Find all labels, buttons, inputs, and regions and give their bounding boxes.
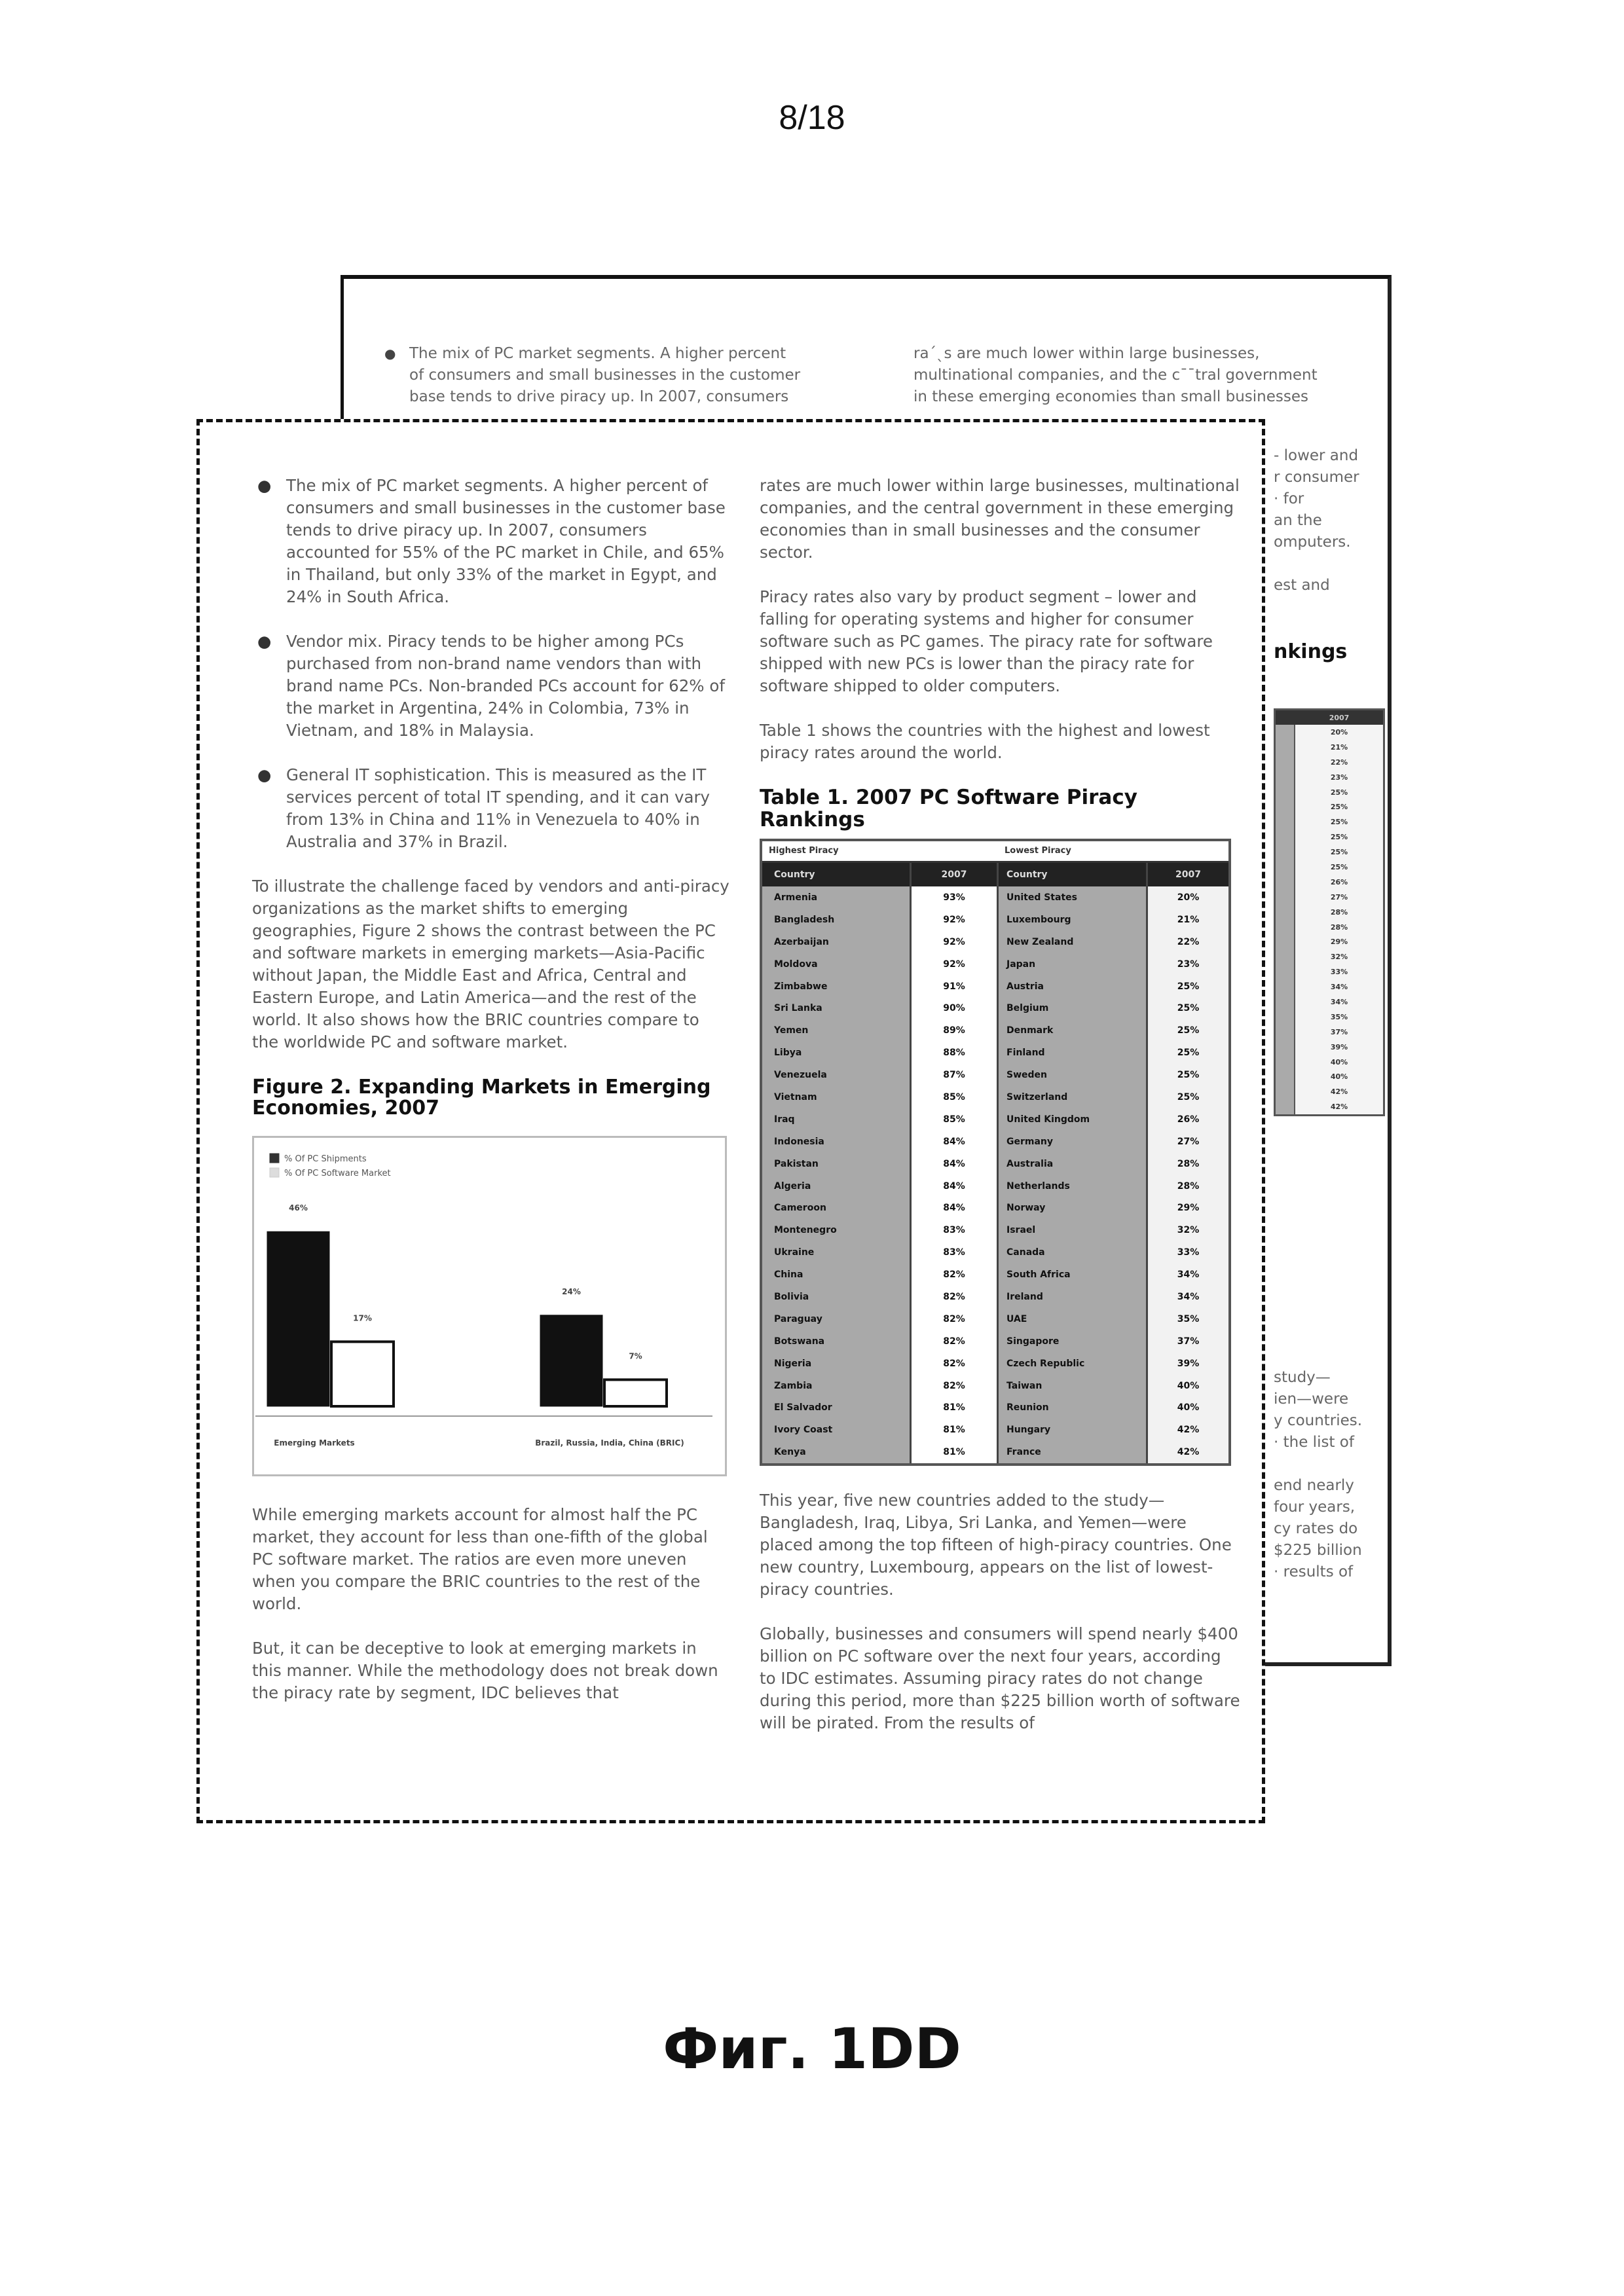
strip-rate-cell: 34% xyxy=(1295,979,1383,994)
high-piracy-country: Bangladesh xyxy=(762,909,912,931)
high-piracy-rate: 81% xyxy=(912,1396,999,1419)
high-piracy-country: Vietnam xyxy=(762,1086,912,1108)
header-year-low: 2007 xyxy=(1148,863,1228,886)
strip-country-cell xyxy=(1276,860,1295,875)
strip-country-cell xyxy=(1276,1010,1295,1025)
strip-rate-cell: 42% xyxy=(1295,1084,1383,1099)
low-piracy-rate: 34% xyxy=(1148,1286,1228,1308)
figure-title: Figure 2. Expanding Markets in Emerging Economies, 2007 xyxy=(252,1076,711,1120)
strip-country-cell xyxy=(1276,725,1295,740)
table-row xyxy=(762,1353,1228,1375)
paragraph: But, it can be deceptive to look at emerging markets in this manner. While the methodology does not break down the piracy rate by segment, IDC believes that xyxy=(252,1639,718,1702)
high-piracy-country: Indonesia xyxy=(762,1131,912,1153)
table-row xyxy=(762,1330,1228,1353)
low-piracy-rate: 25% xyxy=(1148,1064,1228,1086)
front-page xyxy=(196,419,1265,1823)
caption-highest-piracy: Highest Piracy xyxy=(769,846,839,856)
table-title: Table 1. 2007 PC Software Piracy Rankings xyxy=(760,786,1137,831)
high-piracy-rate: 88% xyxy=(912,1042,999,1064)
text-line: $225 billion xyxy=(1274,1542,1362,1559)
low-piracy-rate: 25% xyxy=(1148,1086,1228,1108)
paragraph: This year, five new countries added to the study—Bangladesh, Iraq, Libya, Sri Lanka, and Yemen—were placed among the top fifteen of high-piracy countries. One new country, Luxembourg, appears on the list of lowest-piracy countries. xyxy=(760,1491,1232,1599)
high-piracy-country: Moldova xyxy=(762,953,912,975)
high-piracy-rate: 85% xyxy=(912,1108,999,1131)
high-piracy-country: Ukraine xyxy=(762,1241,912,1264)
bullet-text: The mix of PC market segments. A higher percent of consumers and small businesses in the customer base tends to drive piracy up. In 2007, consumers accounted for 55% of the PC market in Chile, and 65% in Thailand, but only 33% of the market in Egypt, and 24% in South Africa. xyxy=(286,476,726,606)
text-line: in these emerging economies than small businesses xyxy=(913,388,1308,405)
strip-rate-cell: 25% xyxy=(1295,845,1383,860)
strip-country-cell xyxy=(1276,1069,1295,1084)
strip-table-row xyxy=(1276,979,1383,994)
text-line: four years, xyxy=(1274,1499,1356,1516)
header-year-high: 2007 xyxy=(912,863,999,886)
high-piracy-country: Zimbabwe xyxy=(762,975,912,998)
left-column xyxy=(252,475,730,1726)
low-piracy-rate: 25% xyxy=(1148,997,1228,1019)
figure-caption: Фиг. 1DD xyxy=(663,2016,961,2082)
strip-rate-cell: 25% xyxy=(1295,799,1383,814)
high-piracy-rate: 82% xyxy=(912,1264,999,1286)
table-row xyxy=(762,1086,1228,1108)
text-line: study— xyxy=(1274,1369,1331,1386)
strip-rate-cell: 22% xyxy=(1295,755,1383,770)
low-piracy-country: Israel xyxy=(999,1219,1148,1241)
bar xyxy=(540,1315,602,1406)
strip-table-row xyxy=(1276,860,1383,875)
back-page-top-left-text xyxy=(384,343,801,408)
low-piracy-rate: 35% xyxy=(1148,1308,1228,1330)
dashed-border-right xyxy=(1262,419,1265,1823)
text-line: y countries. xyxy=(1274,1412,1363,1429)
high-piracy-country: Zambia xyxy=(762,1375,912,1397)
data-label: 17% xyxy=(353,1313,372,1323)
strip-rate-cell: 42% xyxy=(1295,1099,1383,1114)
text-line: ien—were xyxy=(1274,1391,1349,1408)
table-row xyxy=(762,953,1228,975)
text-line xyxy=(1274,1453,1362,1475)
dashed-border-bottom xyxy=(196,1820,1265,1823)
strip-table-row xyxy=(1276,814,1383,829)
strip-rate-cell: 25% xyxy=(1295,814,1383,829)
low-piracy-country: Netherlands xyxy=(999,1175,1148,1197)
low-piracy-rate: 37% xyxy=(1148,1330,1228,1353)
low-piracy-country: Canada xyxy=(999,1241,1148,1264)
high-piracy-rate: 81% xyxy=(912,1441,999,1463)
strip-table-row xyxy=(1276,964,1383,979)
legend-label: % Of PC Software Market xyxy=(284,1169,391,1178)
strip-table-row xyxy=(1276,1010,1383,1025)
high-piracy-rate: 92% xyxy=(912,931,999,953)
paragraph: While emerging markets account for almost half the PC market, they account for less than one-fifth of the global PC software market. The ratios are even more uneven when you compare the BRIC countries to the rest of the world. xyxy=(252,1505,708,1613)
bar-chart xyxy=(252,1136,727,1476)
table-row xyxy=(762,1153,1228,1175)
table-row xyxy=(762,1064,1228,1086)
text-line: omputers. xyxy=(1274,534,1351,551)
low-piracy-rate: 32% xyxy=(1148,1219,1228,1241)
strip-rate-cell: 28% xyxy=(1295,905,1383,920)
high-piracy-rate: 84% xyxy=(912,1197,999,1219)
page-number: 8/18 xyxy=(779,99,845,137)
high-piracy-rate: 82% xyxy=(912,1330,999,1353)
right-column xyxy=(760,475,1241,1757)
table-row xyxy=(762,931,1228,953)
text-line: · results of xyxy=(1274,1563,1354,1580)
low-piracy-rate: 20% xyxy=(1148,886,1228,909)
strip-table-row xyxy=(1276,845,1383,860)
high-piracy-country: El Salvador xyxy=(762,1396,912,1419)
bullet-item xyxy=(252,630,730,742)
bar xyxy=(604,1379,667,1406)
low-piracy-rate: 27% xyxy=(1148,1131,1228,1153)
back-page-top-right-text xyxy=(913,343,1318,408)
low-piracy-rate: 42% xyxy=(1148,1441,1228,1463)
strip-country-cell xyxy=(1276,799,1295,814)
strip-table-row xyxy=(1276,934,1383,949)
strip-table-row xyxy=(1276,890,1383,905)
caption-lowest-piracy: Lowest Piracy xyxy=(1005,846,1071,856)
strip-lower-text xyxy=(1274,1367,1362,1583)
text-line: of consumers and small businesses in the customer xyxy=(409,367,801,384)
strip-table-row xyxy=(1276,994,1383,1010)
high-piracy-country: Armenia xyxy=(762,886,912,909)
strip-rate-cell: 23% xyxy=(1295,770,1383,785)
high-piracy-country: Kenya xyxy=(762,1441,912,1463)
strip-upper-text xyxy=(1274,445,1392,596)
strip-rate-cell: 25% xyxy=(1295,829,1383,845)
low-piracy-country: Czech Republic xyxy=(999,1353,1148,1375)
table-row xyxy=(762,886,1228,909)
high-piracy-rate: 83% xyxy=(912,1241,999,1264)
table-row xyxy=(762,1108,1228,1131)
paragraph: Table 1 shows the countries with the highest and lowest piracy rates around the world. xyxy=(760,721,1210,762)
high-piracy-country: Nigeria xyxy=(762,1353,912,1375)
strip-rate-cell: 28% xyxy=(1295,920,1383,935)
strip-country-cell xyxy=(1276,905,1295,920)
high-piracy-rate: 93% xyxy=(912,886,999,909)
strip-table-row xyxy=(1276,1055,1383,1070)
bullet-item xyxy=(252,764,730,853)
low-piracy-country: Belgium xyxy=(999,997,1148,1019)
strip-rate-cell: 34% xyxy=(1295,994,1383,1010)
low-piracy-country: Germany xyxy=(999,1131,1148,1153)
high-piracy-rate: 84% xyxy=(912,1131,999,1153)
low-piracy-rate: 25% xyxy=(1148,1042,1228,1064)
strip-table-row xyxy=(1276,905,1383,920)
low-piracy-country: Singapore xyxy=(999,1330,1148,1353)
strip-table-row xyxy=(1276,1040,1383,1055)
low-piracy-country: Taiwan xyxy=(999,1375,1148,1397)
strip-country-cell xyxy=(1276,829,1295,845)
high-piracy-rate: 82% xyxy=(912,1353,999,1375)
strip-country-cell xyxy=(1276,1084,1295,1099)
dashed-border-top xyxy=(196,419,1265,422)
low-piracy-rate: 33% xyxy=(1148,1241,1228,1264)
low-piracy-country: Switzerland xyxy=(999,1086,1148,1108)
strip-table-row xyxy=(1276,1069,1383,1084)
strip-rate-cell: 33% xyxy=(1295,964,1383,979)
table-row xyxy=(762,1375,1228,1397)
low-piracy-rate: 25% xyxy=(1148,975,1228,998)
strip-table xyxy=(1274,708,1385,1116)
table-row xyxy=(762,1019,1228,1042)
high-piracy-rate: 89% xyxy=(912,1019,999,1042)
high-piracy-rate: 91% xyxy=(912,975,999,998)
piracy-rankings-table xyxy=(760,839,1231,1466)
bullet-list xyxy=(252,475,730,853)
table-row xyxy=(762,997,1228,1019)
strip-rate-cell: 25% xyxy=(1295,860,1383,875)
low-piracy-country: France xyxy=(999,1441,1148,1463)
low-piracy-rate: 40% xyxy=(1148,1396,1228,1419)
strip-country-cell xyxy=(1276,875,1295,890)
low-piracy-rate: 34% xyxy=(1148,1264,1228,1286)
low-piracy-rate: 25% xyxy=(1148,1019,1228,1042)
bar xyxy=(267,1231,329,1406)
legend-label: % Of PC Shipments xyxy=(284,1154,367,1164)
high-piracy-country: Libya xyxy=(762,1042,912,1064)
table-row xyxy=(762,1175,1228,1197)
text-line: r consumer xyxy=(1274,469,1359,486)
text-line: end nearly xyxy=(1274,1477,1354,1494)
table-row xyxy=(762,909,1228,931)
table-row xyxy=(762,1308,1228,1330)
strip-rate-cell: 32% xyxy=(1295,949,1383,964)
strip-table-row xyxy=(1276,1099,1383,1114)
high-piracy-country: Algeria xyxy=(762,1175,912,1197)
legend-swatch xyxy=(270,1154,279,1163)
table-row xyxy=(762,1286,1228,1308)
bar xyxy=(331,1341,394,1406)
strip-table-row xyxy=(1276,785,1383,800)
strip-country-cell xyxy=(1276,785,1295,800)
strip-rate-cell: 39% xyxy=(1295,1040,1383,1055)
strip-table-row xyxy=(1276,829,1383,845)
text-line xyxy=(1274,553,1392,575)
low-piracy-rate: 21% xyxy=(1148,909,1228,931)
table-body xyxy=(762,886,1228,1463)
table-row xyxy=(762,1419,1228,1441)
strip-country-cell xyxy=(1276,740,1295,755)
low-piracy-country: United States xyxy=(999,886,1148,909)
strip-country-cell xyxy=(1276,949,1295,964)
text-line: · for xyxy=(1274,490,1304,507)
bullet-item xyxy=(252,475,730,608)
category-label: Emerging Markets xyxy=(274,1438,355,1448)
bullet-text: Vendor mix. Piracy tends to be higher among PCs purchased from non-brand name vendors than with brand name PCs. Non-branded PCs account for 62% of the market in Argentina, 24% in Colombia, 73% in Vietnam, and 18% in Malaysia. xyxy=(286,632,725,740)
high-piracy-country: China xyxy=(762,1264,912,1286)
category-label: Brazil, Russia, India, China (BRIC) xyxy=(535,1438,684,1448)
low-piracy-country: Austria xyxy=(999,975,1148,998)
low-piracy-rate: 42% xyxy=(1148,1419,1228,1441)
high-piracy-rate: 84% xyxy=(912,1153,999,1175)
strip-country-cell xyxy=(1276,979,1295,994)
text-line: - lower and xyxy=(1274,447,1359,464)
low-piracy-country: Luxembourg xyxy=(999,909,1148,931)
strip-rate-cell: 40% xyxy=(1295,1069,1383,1084)
strip-country-cell xyxy=(1276,755,1295,770)
high-piracy-rate: 92% xyxy=(912,909,999,931)
strip-table-row xyxy=(1276,949,1383,964)
low-piracy-country: Norway xyxy=(999,1197,1148,1219)
strip-table-row xyxy=(1276,875,1383,890)
legend-swatch xyxy=(270,1168,279,1177)
strip-table-row xyxy=(1276,770,1383,785)
high-piracy-country: Bolivia xyxy=(762,1286,912,1308)
strip-rate-cell: 26% xyxy=(1295,875,1383,890)
strip-table-row xyxy=(1276,1025,1383,1040)
paragraph: rates are much lower within large businesses, multinational companies, and the central government in these emerging economies than in small businesses and the consumer sector. xyxy=(760,476,1240,562)
table-row xyxy=(762,1264,1228,1286)
high-piracy-rate: 82% xyxy=(912,1375,999,1397)
strip-table-header: 2007 xyxy=(1276,710,1383,725)
high-piracy-rate: 83% xyxy=(912,1219,999,1241)
bullet-icon: ● xyxy=(257,632,272,651)
low-piracy-rate: 23% xyxy=(1148,953,1228,975)
low-piracy-country: South Africa xyxy=(999,1264,1148,1286)
high-piracy-country: Cameroon xyxy=(762,1197,912,1219)
high-piracy-rate: 82% xyxy=(912,1308,999,1330)
table-row xyxy=(762,1396,1228,1419)
strip-country-cell xyxy=(1276,994,1295,1010)
low-piracy-rate: 28% xyxy=(1148,1175,1228,1197)
high-piracy-rate: 84% xyxy=(912,1175,999,1197)
bullet-icon: ● xyxy=(257,765,272,784)
strip-table-row xyxy=(1276,755,1383,770)
high-piracy-country: Ivory Coast xyxy=(762,1419,912,1441)
text-line: · the list of xyxy=(1274,1434,1354,1451)
table-row xyxy=(762,1042,1228,1064)
high-piracy-country: Venezuela xyxy=(762,1064,912,1086)
paragraph: To illustrate the challenge faced by vendors and anti-piracy organizations as the market shifts to emerging geographies, Figure 2 shows the contrast between the PC and software markets in emerging markets—Asia-Pacific without Japan, the Middle East and Africa, Central and Eastern Europe, and Latin America—and the rest of the world. It also shows how the BRIC countries compare to the worldwide PC and software market. xyxy=(252,877,729,1051)
bullet-icon: ● xyxy=(257,476,272,495)
high-piracy-country: Yemen xyxy=(762,1019,912,1042)
paragraph: Globally, businesses and consumers will spend nearly $400 billion on PC software over the next four years, according to IDC estimates. Assuming piracy rates do not change during this period, more than $225 billion worth of software will be pirated. From the results of xyxy=(760,1624,1240,1733)
low-piracy-country: Finland xyxy=(999,1042,1148,1064)
low-piracy-rate: 26% xyxy=(1148,1108,1228,1131)
low-piracy-rate: 40% xyxy=(1148,1375,1228,1397)
chart-canvas xyxy=(254,1138,725,1474)
strip-table-row xyxy=(1276,740,1383,755)
header-country-high: Country xyxy=(762,863,912,886)
low-piracy-country: Denmark xyxy=(999,1019,1148,1042)
strip-country-cell xyxy=(1276,964,1295,979)
strip-rate-cell: 37% xyxy=(1295,1025,1383,1040)
high-piracy-country: Paraguay xyxy=(762,1308,912,1330)
strip-country-cell xyxy=(1276,934,1295,949)
high-piracy-country: Pakistan xyxy=(762,1153,912,1175)
table-row xyxy=(762,975,1228,998)
strip-table-row xyxy=(1276,920,1383,935)
low-piracy-country: Ireland xyxy=(999,1286,1148,1308)
text-line: est and xyxy=(1274,577,1330,594)
high-piracy-rate: 90% xyxy=(912,997,999,1019)
strip-rate-cell: 27% xyxy=(1295,890,1383,905)
header-country-low: Country xyxy=(999,863,1148,886)
text-line: raˊˎs are much lower within large businesses, xyxy=(913,345,1260,362)
text-line: cy rates do xyxy=(1274,1520,1358,1537)
high-piracy-rate: 81% xyxy=(912,1419,999,1441)
data-label: 7% xyxy=(629,1351,642,1361)
strip-table-row xyxy=(1276,799,1383,814)
high-piracy-country: Montenegro xyxy=(762,1219,912,1241)
low-piracy-country: Sweden xyxy=(999,1064,1148,1086)
high-piracy-rate: 87% xyxy=(912,1064,999,1086)
strip-country-cell xyxy=(1276,1040,1295,1055)
bullet-icon: ● xyxy=(384,346,396,361)
strip-rate-cell: 25% xyxy=(1295,785,1383,800)
strip-rate-cell: 20% xyxy=(1295,725,1383,740)
paragraph: Piracy rates also vary by product segment – lower and falling for operating systems and higher for consumer software such as PC games. The piracy rate for software shipped with new PCs is lower than the piracy rate for software shipped to older computers. xyxy=(760,587,1213,695)
text-line: multinational companies, and the cˉˉtral government xyxy=(913,367,1318,384)
high-piracy-country: Botswana xyxy=(762,1330,912,1353)
table-row xyxy=(762,1241,1228,1264)
low-piracy-country: Reunion xyxy=(999,1396,1148,1419)
strip-rate-cell: 35% xyxy=(1295,1010,1383,1025)
low-piracy-country: New Zealand xyxy=(999,931,1148,953)
strip-rate-cell: 29% xyxy=(1295,934,1383,949)
low-piracy-rate: 29% xyxy=(1148,1197,1228,1219)
high-piracy-rate: 92% xyxy=(912,953,999,975)
table-row xyxy=(762,1441,1228,1463)
low-piracy-country: Hungary xyxy=(999,1419,1148,1441)
strip-country-cell xyxy=(1276,1025,1295,1040)
strip-country-cell xyxy=(1276,845,1295,860)
strip-country-cell xyxy=(1276,1099,1295,1114)
low-piracy-country: Japan xyxy=(999,953,1148,975)
table-header-row xyxy=(762,863,1228,886)
strip-country-cell xyxy=(1276,770,1295,785)
strip-country-cell xyxy=(1276,890,1295,905)
text-line: an the xyxy=(1274,512,1322,529)
data-label: 46% xyxy=(289,1203,308,1213)
strip-country-cell xyxy=(1276,920,1295,935)
low-piracy-country: UAE xyxy=(999,1308,1148,1330)
bullet-text: General IT sophistication. This is measured as the IT services percent of total IT spending, and it can vary from 13% in China and 11% in Venezuela to 40% in Australia and 37% in Brazil. xyxy=(286,765,710,851)
low-piracy-country: Australia xyxy=(999,1153,1148,1175)
high-piracy-rate: 85% xyxy=(912,1086,999,1108)
back-page-right-strip xyxy=(1274,445,1392,1580)
strip-table-row xyxy=(1276,1084,1383,1099)
table-row xyxy=(762,1197,1228,1219)
data-label: 24% xyxy=(562,1286,581,1296)
low-piracy-rate: 39% xyxy=(1148,1353,1228,1375)
low-piracy-country: United Kingdom xyxy=(999,1108,1148,1131)
text-line: base tends to drive piracy up. In 2007, consumers xyxy=(409,388,789,405)
low-piracy-rate: 22% xyxy=(1148,931,1228,953)
strip-rate-cell: 21% xyxy=(1295,740,1383,755)
strip-country-cell xyxy=(1276,1055,1295,1070)
high-piracy-rate: 82% xyxy=(912,1286,999,1308)
table-caption-row xyxy=(762,841,1228,863)
high-piracy-country: Iraq xyxy=(762,1108,912,1131)
table-row xyxy=(762,1219,1228,1241)
table-row xyxy=(762,1131,1228,1153)
low-piracy-rate: 28% xyxy=(1148,1153,1228,1175)
high-piracy-country: Azerbaijan xyxy=(762,931,912,953)
strip-heading: nkings xyxy=(1274,640,1348,663)
strip-country-cell xyxy=(1276,814,1295,829)
strip-table-row xyxy=(1276,725,1383,740)
text-line: The mix of PC market segments. A higher percent xyxy=(409,345,786,362)
high-piracy-country: Sri Lanka xyxy=(762,997,912,1019)
strip-rate-cell: 40% xyxy=(1295,1055,1383,1070)
dashed-border-left xyxy=(196,419,200,1823)
